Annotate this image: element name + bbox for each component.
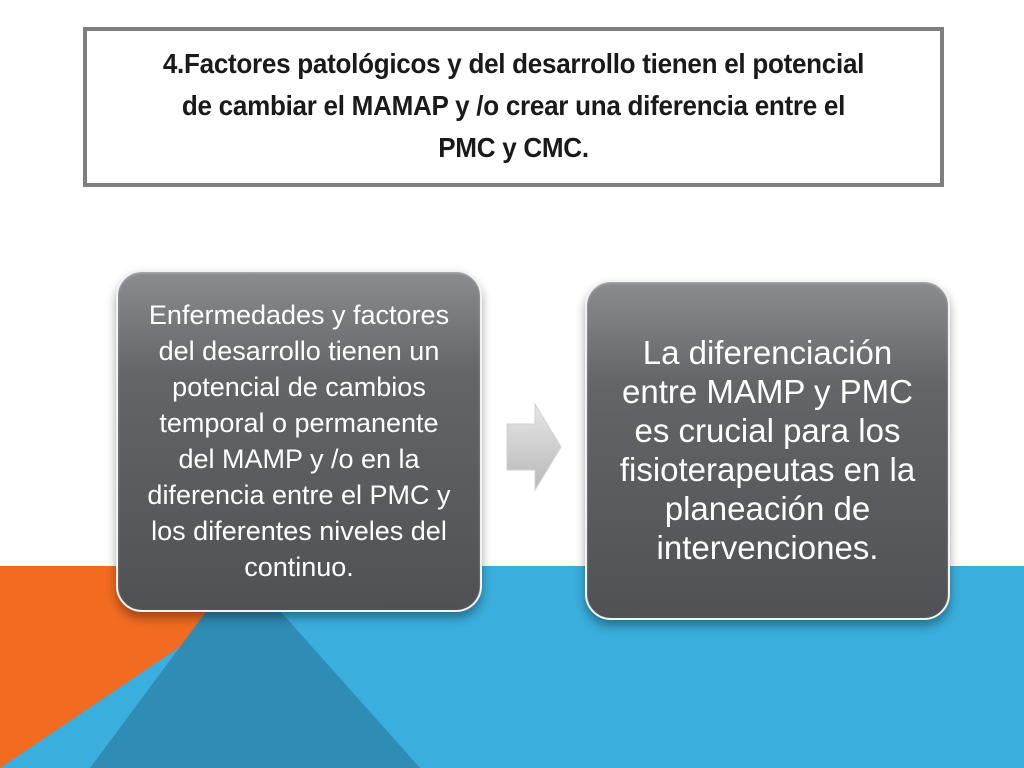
title-line-3: PMC y CMC.: [438, 132, 589, 163]
title-line-2: de cambiar el MAMAP y /o crear una diferencia entre el: [181, 90, 846, 121]
right-card: [585, 280, 950, 620]
left-card-text: Enfermedades y factores del desarrollo tienen un potencial de cambios temporal o permanente del MAMP y /o en la diferencia entre el PMC y los diferentes niveles del continuo.: [147, 300, 451, 582]
title-line-1: 4.Factores patológicos y del desarrollo tienen el potencial: [162, 48, 865, 79]
slide-title: [117, 43, 910, 169]
title-box: [83, 27, 944, 187]
right-arrow-icon: [505, 402, 563, 492]
left-card: [116, 270, 482, 612]
right-card-text: La diferenciación entre MAMP y PMC es crucial para los fisioterapeutas en la planeación de intervenciones.: [619, 334, 916, 566]
